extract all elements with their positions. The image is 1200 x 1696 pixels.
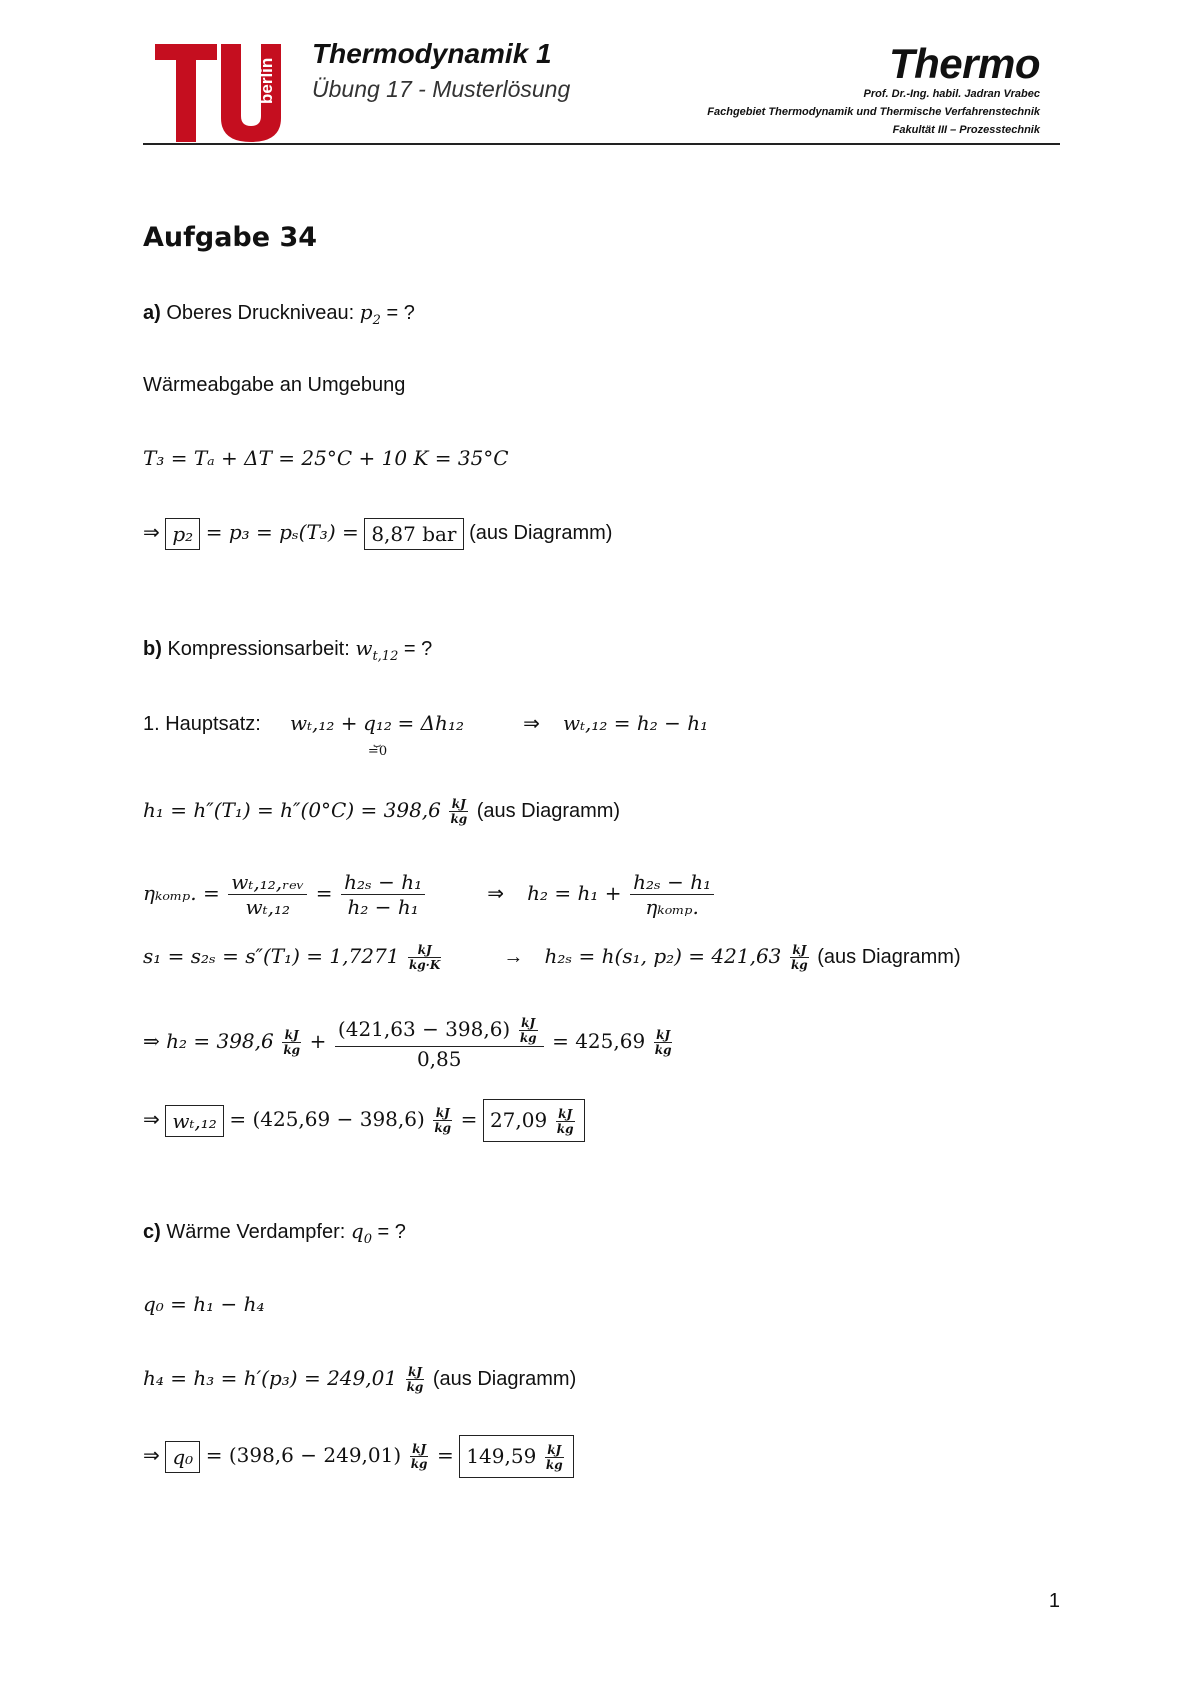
part-c-question xyxy=(143,1211,406,1251)
part-b-question xyxy=(143,628,432,668)
unit-kj-per-kgk: $\frac{kJ}{kg\cdot K}$ xyxy=(408,943,441,973)
eta-fraction-1: $\frac{\text{wₜ,₁₂,ᵣₑᵥ}}{\text{wₜ,₁₂}}$ xyxy=(228,872,307,917)
implies-arrow: ⇒ xyxy=(487,883,505,905)
implies-arrow: ⇒ xyxy=(523,713,540,735)
page-number: 1 xyxy=(1048,1590,1060,1612)
work-result xyxy=(143,1094,585,1144)
unit-kj-per-kg: $\frac{kJ}{kg}$ xyxy=(406,1365,424,1395)
plus-sign: + xyxy=(309,1029,327,1053)
work-value-box: 27,09 $\frac{kJ}{kg}$ xyxy=(483,1099,585,1142)
h1-line xyxy=(143,790,620,830)
unit-kj-per-kg: $\frac{kJ}{kg}$ xyxy=(450,797,468,827)
underbrace-icon: ⏟ xyxy=(373,733,382,747)
from-diagram-note: (aus Diagramm) xyxy=(469,522,613,544)
h2-fraction: (421,63 − 398,6) $\frac{kJ}{kg}$ 0,85 xyxy=(335,1017,544,1069)
h2-lhs: ⇒ h₂ = 398,6 xyxy=(143,1029,274,1053)
q12-underbrace xyxy=(363,713,392,758)
faculty-name: Fakultät III – Prozesstechnik xyxy=(892,124,1040,136)
w12-box: wₜ,₁₂ xyxy=(165,1105,223,1137)
brand-name: Thermo xyxy=(888,40,1040,87)
part-b-label: b) xyxy=(143,638,162,660)
work-calculation: = (425,69 − 398,6) xyxy=(229,1107,425,1131)
part-b-text: Kompressionsarbeit: xyxy=(167,638,350,660)
heat-release-text: Wärmeabgabe an Umgebung xyxy=(143,374,406,396)
q0-value-box: 149,59 $\frac{kJ}{kg}$ xyxy=(459,1435,573,1478)
q0-box: q₀ xyxy=(165,1441,200,1473)
equals-sign: = xyxy=(437,1443,454,1467)
unit-kj-per-kg: $\frac{kJ}{kg}$ xyxy=(410,1442,428,1472)
implies-arrow: ⇒ xyxy=(143,522,160,544)
h1-equation: h₁ = h″(T₁) = h″(0°C) = 398,6 xyxy=(143,798,441,822)
part-a-symbol: $p_2$ xyxy=(359,300,381,328)
q0-calculation: = (398,6 − 249,01) xyxy=(205,1443,402,1467)
from-diagram-note: (aus Diagramm) xyxy=(476,800,621,822)
part-c-text: Wärme Verdampfer: xyxy=(166,1221,346,1243)
temperature-equation: T₃ = Tₐ + ΔT = 25°C + 10 K = 35°C xyxy=(143,446,509,470)
equals-sign: = xyxy=(315,881,333,905)
part-b-qmark: = ? xyxy=(403,638,433,660)
logo-text: berlin xyxy=(257,57,276,104)
first-law-lhs: wₜ,₁₂ + xyxy=(289,711,358,735)
part-b-symbol: $w_{t,12}$ xyxy=(355,636,399,664)
eta-fraction-3: $\frac{\text{h₂ₛ − h₁}}{\text{ηₖₒₘₚ.}}$ xyxy=(630,872,714,917)
part-a-text: Oberes Druckniveau: xyxy=(166,302,355,324)
unit-kj-per-kg: $\frac{kJ}{kg}$ xyxy=(283,1028,301,1058)
pressure-value-box: 8,87 bar xyxy=(364,518,463,550)
unit-kj-per-kg: $\frac{kJ}{kg}$ xyxy=(434,1106,452,1136)
pressure-result xyxy=(143,512,612,552)
q12-symbol: q₁₂ xyxy=(363,711,392,735)
work-value: 27,09 xyxy=(489,1108,548,1133)
entropy-equation: s₁ = s₂ₛ = s″(T₁) = 1,7271 xyxy=(143,944,400,968)
unit-kj-per-kg: $\frac{kJ}{kg}$ xyxy=(790,943,808,973)
eta-lhs: ηₖₒₘₚ. = xyxy=(143,881,220,905)
part-a-label: a) xyxy=(143,302,161,324)
header-divider xyxy=(143,143,1060,145)
first-law-line xyxy=(143,703,708,759)
first-law-rhs: = Δh₁₂ xyxy=(397,711,464,735)
p2-box: p₂ xyxy=(165,518,200,550)
part-a-question xyxy=(143,292,415,332)
exercise-heading: Aufgabe 34 xyxy=(143,222,318,253)
part-c-symbol: $q_0$ xyxy=(350,1219,372,1247)
eta-fraction-2: $\frac{\text{h₂ₛ − h₁}}{\text{h₂ − h₁}}$ xyxy=(341,872,425,917)
implies-arrow: ⇒ xyxy=(143,1109,160,1131)
entropy-line xyxy=(143,936,961,976)
pressure-equation: = p₃ = pₛ(T₃) = xyxy=(205,520,359,544)
h4-line xyxy=(143,1358,576,1398)
implies-arrow: ⇒ xyxy=(143,1445,160,1467)
part-a-qmark: = ? xyxy=(386,302,415,324)
h4-equation: h₄ = h₃ = h′(p₃) = 249,01 xyxy=(143,1366,398,1390)
part-c-qmark: = ? xyxy=(377,1221,406,1243)
work-equation: wₜ,₁₂ = h₂ − h₁ xyxy=(563,711,709,735)
from-diagram-note: (aus Diagramm) xyxy=(432,1368,577,1390)
right-arrow: → xyxy=(503,946,524,968)
department-name: Fachgebiet Thermodynamik und Thermische Verfahrenstechnik xyxy=(707,106,1040,118)
h2-calculation xyxy=(143,1006,675,1076)
q0-equation: q₀ = h₁ − h₄ xyxy=(143,1292,265,1316)
first-law-label: 1. Hauptsatz: xyxy=(143,713,261,735)
h2-rhs: h₂ = h₁ + xyxy=(527,881,622,905)
course-title: Thermodynamik 1 xyxy=(312,38,552,69)
equals-sign: = xyxy=(460,1107,478,1131)
from-diagram-note: (aus Diagramm) xyxy=(817,946,961,968)
unit-kj-per-kg: $\frac{kJ}{kg}$ xyxy=(654,1028,672,1058)
sheet-title: Übung 17 - Musterlösung xyxy=(312,76,571,102)
underbrace-label: =0 xyxy=(367,744,388,759)
part-c-label: c) xyxy=(143,1221,161,1243)
h2s-equation: h₂ₛ = h(s₁, p₂) = 421,63 xyxy=(544,944,782,968)
q0-result xyxy=(143,1430,574,1480)
efficiency-line xyxy=(143,862,717,924)
h2-result: = 425,69 xyxy=(552,1029,646,1053)
tu-berlin-logo xyxy=(155,44,285,142)
q0-value: 149,59 xyxy=(466,1444,537,1469)
professor-name: Prof. Dr.-Ing. habil. Jadran Vrabec xyxy=(863,88,1040,100)
